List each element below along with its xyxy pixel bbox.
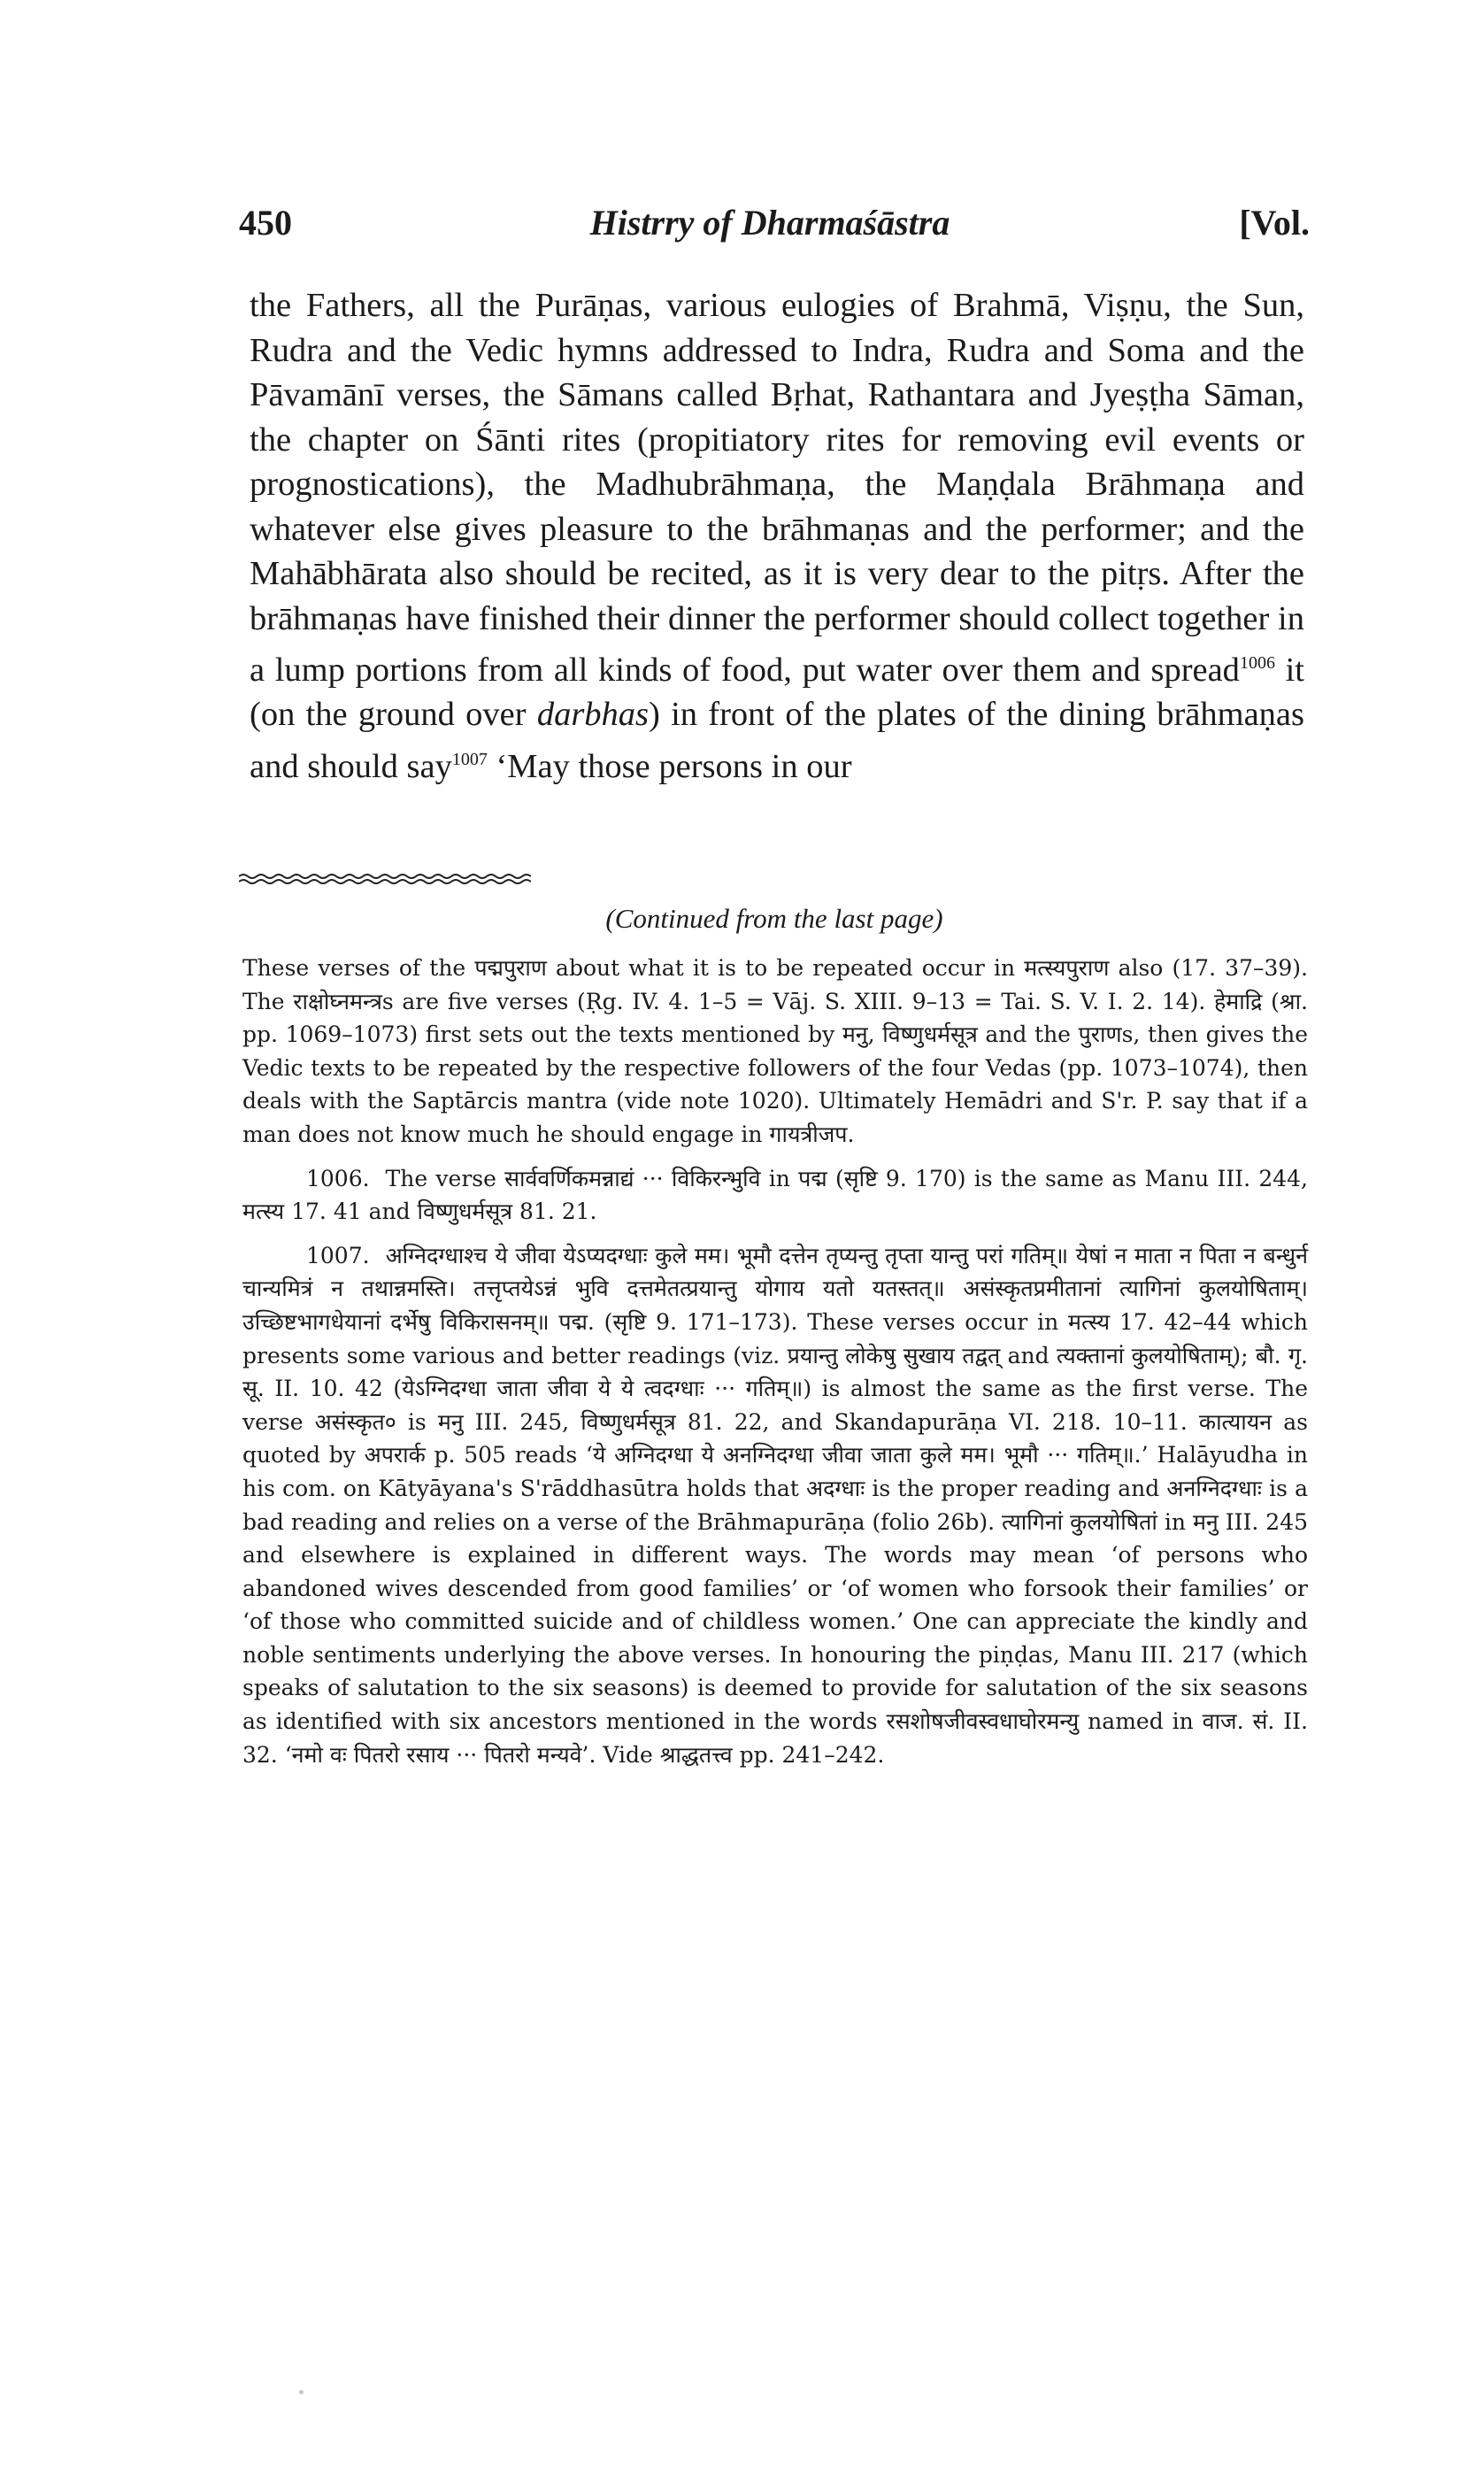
footnote-1007 (242, 1239, 1308, 1772)
paragraph-text-3: ) in front of the plates of the dining brāhmaṇas and should say (250, 696, 1304, 785)
main-paragraph (250, 283, 1304, 789)
footnote-text: अग्निदग्धाश्च ये जीवा येऽप्यदग्धाः कुले मम। भूमौ दत्तेन तृप्यन्तु तृप्ता यान्तु परां गतिम्॥ येषां न माता न पिता न बन्धुर्न चान्यमित्रं न तथान्नमस्ति। तत्तृप्तयेऽन्नं भुवि दत्तमेतत्प्रयान्तु योगाय यतो यतस्तत्॥ असंस्कृतप्रमीतानां त्यागिनां कुलयोषिताम्। उच्छिष्टभागधेयानां दर्भेषु विकिरासनम्॥ पद्म. (सृष्टि 9. 171–173). These verses occur in मत्स्य 17. 42–44 which presents some various and better readings (viz. प्रयान्तु लोकेषु सुखाय तद्वत् and त्यक्तानां कुलयोषिताम्); बौ. गृ. सू. II. 10. 42 (येऽग्निदग्धा जाता जीवा ये ये त्वदग्धाः ··· गतिम्॥) is almost the same as the first verse. The verse असंस्कृत० is मनु III. 245, विष्णुधर्मसूत्र 81. 22, and Skandapurāṇa VI. 218. 10–11. कात्यायन as quoted by अपरार्क p. 505 reads ‘ये अग्निदग्धा ये अनग्निदग्धा जीवा जाता कुले मम। भूमौ ··· गतिम्॥.’ Halāyudha in his com. on Kātyāyana's S'rāddhasūtra holds that अदग्धाः is the proper reading and अनग्निदग्धाः is a bad reading and relies on a verse of the Brāhmapurāṇa (folio 26b). त्यागिनां कुलयोषितां in मनु III. 245 and elsewhere is explained in different ways. The words may mean ‘of persons who abandoned wives descended from good families’ or ‘of women who forsook their families’ or ‘of those who committed suicide and of childless women.’ One can appreciate the kindly and noble sentiments underlying the above verses. In honouring the piṇḍas, Manu III. 217 (which speaks of salutation to the six seasons) is deemed to provide for salutation of the six seasons as identified with six ancestors mentioned in the words रसशोषजीवस्वधाघोरमन्यु named in वाज. सं. II. 32. ‘नमो वः पितरो रसाय ··· पितरो मन्यवे’. Vide श्राद्धतत्त्व pp. 241–242. (242, 1242, 1308, 1768)
paragraph-text-2: it (on the ground over (250, 651, 1304, 734)
footnote-ref-1006: 1006 (1239, 653, 1275, 673)
running-title: Histrry of Dharmaśāstra (589, 203, 950, 243)
footnote-1006 (242, 1162, 1308, 1229)
main-text (250, 283, 1304, 789)
italic-term: darbhas (536, 696, 650, 734)
footnote-number: 1006. (306, 1165, 370, 1191)
page-header (239, 202, 1310, 255)
footnotes (242, 952, 1308, 1782)
paragraph-text-4: ‘May those persons in our (487, 747, 852, 785)
footnote-carryover: These verses of the पद्मपुराण about what it is to be repeated occur in मत्स्यपुराण also (17. 37–39). The राक्षोघ्नमन्त्रs are five verses (Ṛg. IV. 4. 1–5 = Vāj. S. XIII. 9–13 = Tai. S. V. I. 2. 14). हेमाद्रि (श्रा. pp. 1069–1073) first sets out the texts mentioned by मनु, विष्णुधर्मसूत्र and the पुराणs, then gives the Vedic texts to be repeated by the respective followers of the four Vedas (pp. 1073–1074), then deals with the Saptārcis mantra (vide note 1020). Ultimately Hemādri and S'r. P. say that if a man does not know much he should engage in गायत्रीजप. (242, 955, 1308, 1147)
footnote-separator (239, 872, 531, 886)
footnote-text: The verse सार्ववर्णिकमन्नाद्यं ··· विकिरन्भुवि in पद्म (सृष्टि 9. 170) is the same as Manu III. 244, मत्स्य 17. 41 and विष्णुधर्मसूत्र 81. 21. (242, 1165, 1308, 1225)
page-number: 450 (239, 203, 292, 243)
paragraph-text: the Fathers, all the Purāṇas, various eulogies of Brahmā, Viṣṇu, the Sun, Rudra and the Vedic hymns addressed to Indra, Rudra and Soma and the Pāvamānī verses, the Sāmans called Bṛhat, Rathantara and Jyeṣṭha Sāman, the chapter on Śānti rites (propitiatory rites for removing evil events or prognostications), the Madhubrāhmaṇa, the Maṇḍala Brāhmaṇa and whatever else gives pleasure to the brāhmaṇas and the performer; and the Mahābhārata also should be recited, as it is very dear to the pitṛs. After the brāhmaṇas have finished their dinner the performer should collect together in a lump portions from all kinds of food, put water over them and spread (250, 287, 1304, 689)
page-speck (299, 2390, 304, 2394)
footnote-number: 1007. (306, 1242, 370, 1268)
footnote-ref-1007: 1007 (451, 749, 488, 769)
continued-note: (Continued from the last page) (605, 903, 943, 934)
volume-label: [Vol. (1239, 203, 1310, 243)
